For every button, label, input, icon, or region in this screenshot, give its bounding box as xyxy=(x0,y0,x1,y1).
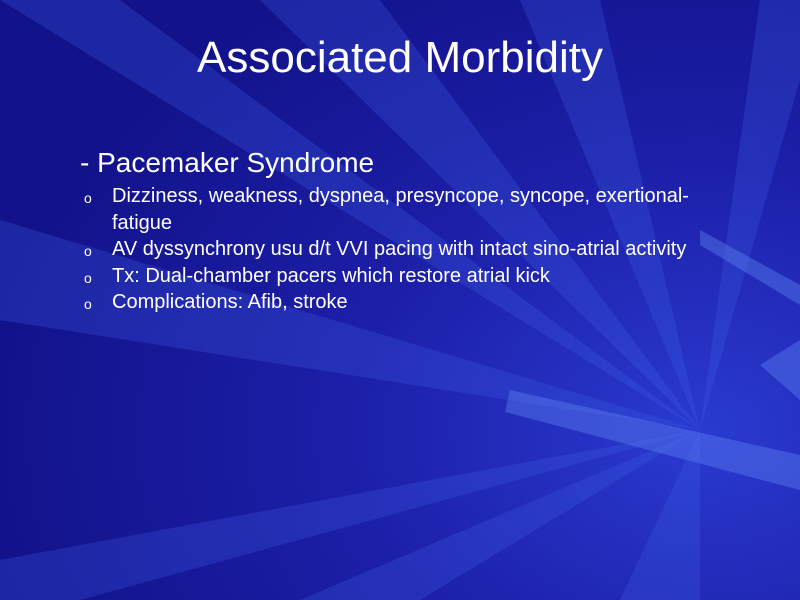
slide-title: Associated Morbidity xyxy=(197,33,603,82)
bullet-item xyxy=(84,289,724,316)
bullet-item xyxy=(84,263,724,290)
bullet-item xyxy=(84,236,724,263)
bullet-text: Tx: Dual-chamber pacers which restore atrial kick xyxy=(112,264,550,287)
bullet-marker-icon: o xyxy=(84,243,92,259)
bullet-marker-icon: o xyxy=(84,296,92,312)
bullet-list xyxy=(84,183,724,316)
bullet-text: Dizziness, weakness, dyspnea, presyncope, syncope, exertional-fatigue xyxy=(112,185,689,234)
bullet-marker-icon: o xyxy=(84,190,92,206)
section-heading: - Pacemaker Syndrome xyxy=(80,147,375,178)
bullet-text: AV dyssynchrony usu d/t VVI pacing with intact sino-atrial activity xyxy=(112,238,687,260)
bullet-text: Complications: Afib, stroke xyxy=(112,291,348,313)
bullet-marker-icon: o xyxy=(84,269,92,286)
bullet-item xyxy=(84,183,724,236)
